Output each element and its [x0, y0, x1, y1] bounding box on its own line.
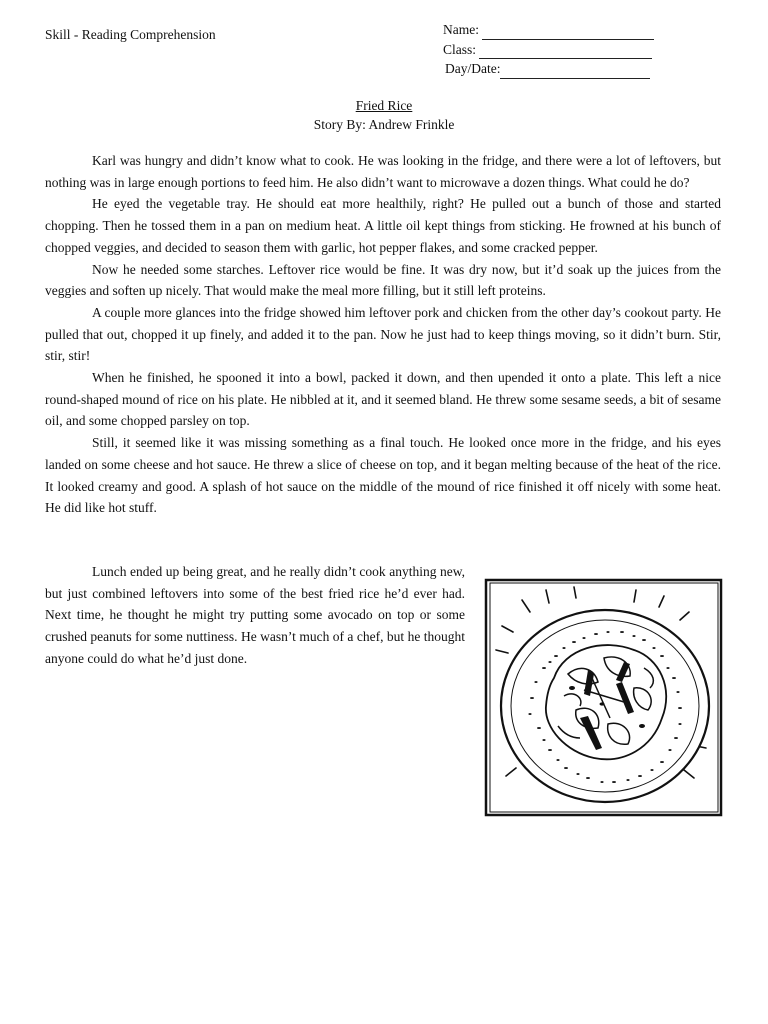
story-paragraph: Lunch ended up being great, and he really didn’t cook anything new, but just combined leftovers into some of the best fried rice he’d ever had. Next time, he thought he might try putting some avocado on top or some crushed peanuts for some nuttiness. He wasn’t much of a chef, but he thought anyone could do what he’d just done. — [45, 564, 465, 666]
class-line — [479, 44, 652, 59]
story-final-paragraph-block — [45, 561, 465, 670]
story-body — [45, 150, 721, 519]
story-title: Fried Rice — [355, 98, 413, 113]
story-paragraph: A couple more glances into the fridge showed him leftover pork and chicken from the other day’s cookout party. He pulled that out, chopped it up finely, and added it to the pan. Now he just had to keep things moving, so it didn’t burn. Stir, stir, stir! — [45, 304, 721, 364]
skill-label: Skill - Reading Comprehension — [45, 27, 216, 42]
date-field[interactable] — [443, 59, 654, 79]
fried-rice-plate-drawing-icon — [484, 578, 723, 817]
story-paragraph: When he finished, he spooned it into a bowl, packed it down, and then upended it onto a plate. This left a nice round-shaped mound of rice on his plate. He nibbled at it, and it seemed bland. He threw some sesame seeds, a bit of sesame oil, and some chopped parsley on top. — [45, 370, 721, 429]
class-field[interactable] — [443, 40, 654, 60]
name-field[interactable] — [443, 20, 654, 40]
date-label: Day/Date: — [445, 61, 501, 76]
name-label: Name: — [443, 22, 479, 37]
story-paragraph: Still, it seemed like it was missing something as a final touch. He looked once more in the fridge, and his eyes landed on some cheese and hot sauce. He threw a slice of cheese on top, and it began melting because of the heat of the rice. It looked creamy and good. A splash of hot sauce on the middle of the mound of rice finished it off nicely with some heat. He did like hot stuff. — [45, 435, 721, 516]
story-paragraph: Now he needed some starches. Leftover rice would be fine. It was dry now, but it’d soak up the juices from the veggies and soften up nicely. That would make the meal more filling, but it still left proteins. — [45, 261, 721, 299]
story-heading — [0, 96, 768, 134]
story-paragraph: Karl was hungry and didn’t know what to cook. He was looking in the fridge, and there were a lot of leftovers, but nothing was in large enough portions to feed him. He also didn’t want to microwave a dozen things. What could he do? — [45, 153, 721, 190]
student-info-fields — [443, 20, 654, 79]
story-paragraph: He eyed the vegetable tray. He should eat more healthily, right? He pulled out a bunch of those and started chopping. Then he tossed them in a pan on medium heat. A little oil kept things from sticking. He frowned at his bunch of chopped veggies, and decided to season them with garlic, hot pepper flakes, and some cracked pepper. — [45, 196, 721, 255]
class-label: Class: — [443, 41, 477, 57]
story-byline: Story By: Andrew Frinkle — [313, 117, 455, 132]
name-line — [482, 25, 654, 40]
date-line — [500, 64, 650, 79]
